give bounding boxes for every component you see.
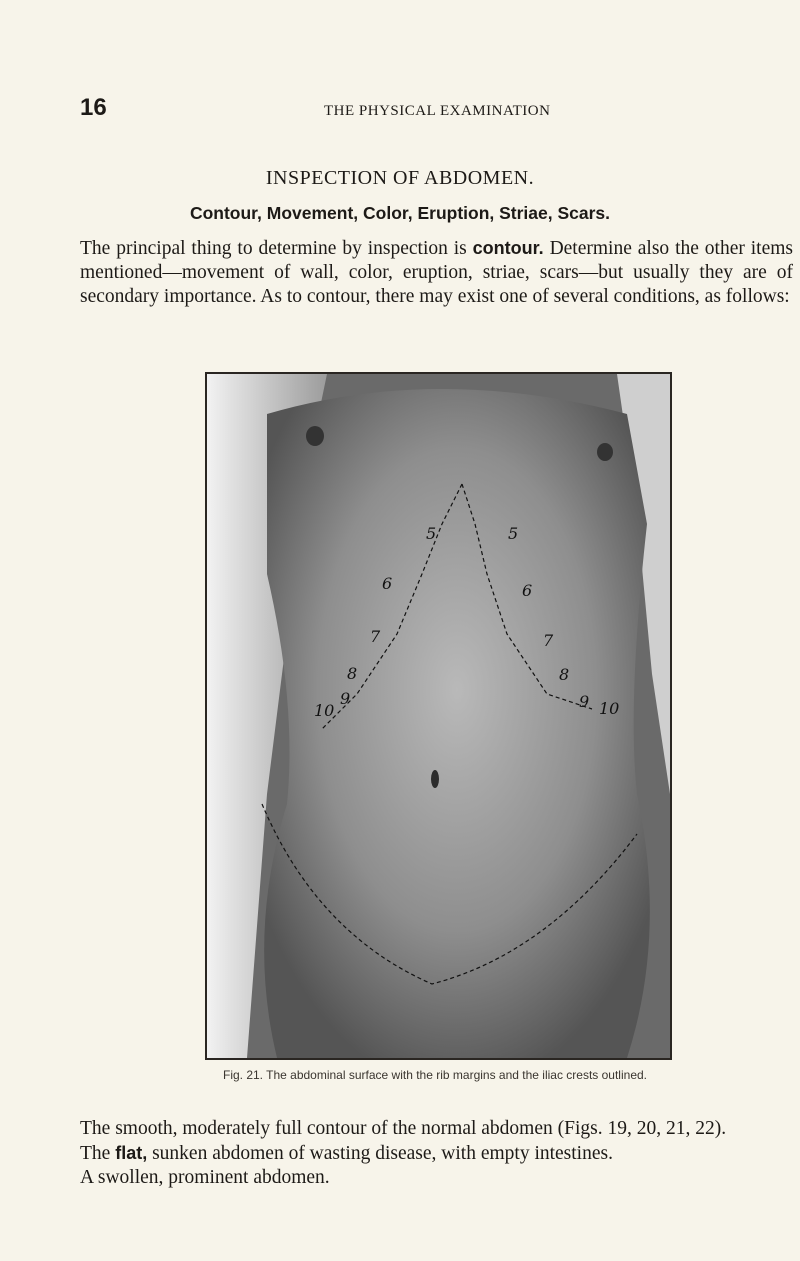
torso [264,389,650,1058]
condition-flat-end: sunken abdomen of wasting disease, with empty intestines. [147,1143,613,1164]
intro-emphasis: contour. [472,238,544,258]
navel [431,770,439,788]
right-nipple [597,443,613,461]
intro-paragraph [80,236,793,309]
condition-normal: The smooth, moderately full contour of the normal abdomen (Figs. 19, 20, 21, 22). [80,1118,727,1139]
rib-label-left-7: 7 [370,627,381,646]
rib-label-right-7: 7 [543,631,554,650]
rib-label-right-6: 6 [522,581,533,600]
rib-label-right-5: 5 [508,524,519,543]
rib-label-left-9: 9 [340,689,351,708]
condition-flat-emphasis: flat, [115,1143,148,1163]
condition-flat-start: The [80,1143,116,1164]
condition-flat [80,1141,793,1166]
section-subtitle: Contour, Movement, Color, Eruption, Striae, Scars. [189,203,611,223]
photo-illustration [207,374,670,1058]
page-number: 16 [80,94,107,121]
rib-label-right-8: 8 [559,665,570,684]
section-title: INSPECTION OF ABDOMEN. [265,167,535,189]
rib-label-right-9: 9 [579,692,590,711]
intro-text-start: The principal thing to determine by inspection is [80,238,473,259]
condition-swollen: A swollen, prominent abdomen. [80,1167,330,1188]
left-nipple [306,426,324,446]
figure-caption: Fig. 21. The abdominal surface with the rib margins and the iliac crests outlined. [223,1068,647,1082]
intro-text-end: Determine also the other items mentioned—movement of wall, color, eruption, striae, scars—but usually they are of secondary importance. As to contour, there may exist one of several conditions, as follows: [80,238,793,307]
abdomen-photograph [205,372,672,1060]
running-head: THE PHYSICAL EXAMINATION [324,103,551,119]
rib-label-left-6: 6 [382,574,393,593]
rib-label-left-5: 5 [426,524,437,543]
rib-label-right-10: 10 [599,699,620,718]
rib-label-left-8: 8 [347,664,358,683]
contour-conditions-list [80,1117,793,1190]
rib-label-left-10: 10 [314,701,335,720]
